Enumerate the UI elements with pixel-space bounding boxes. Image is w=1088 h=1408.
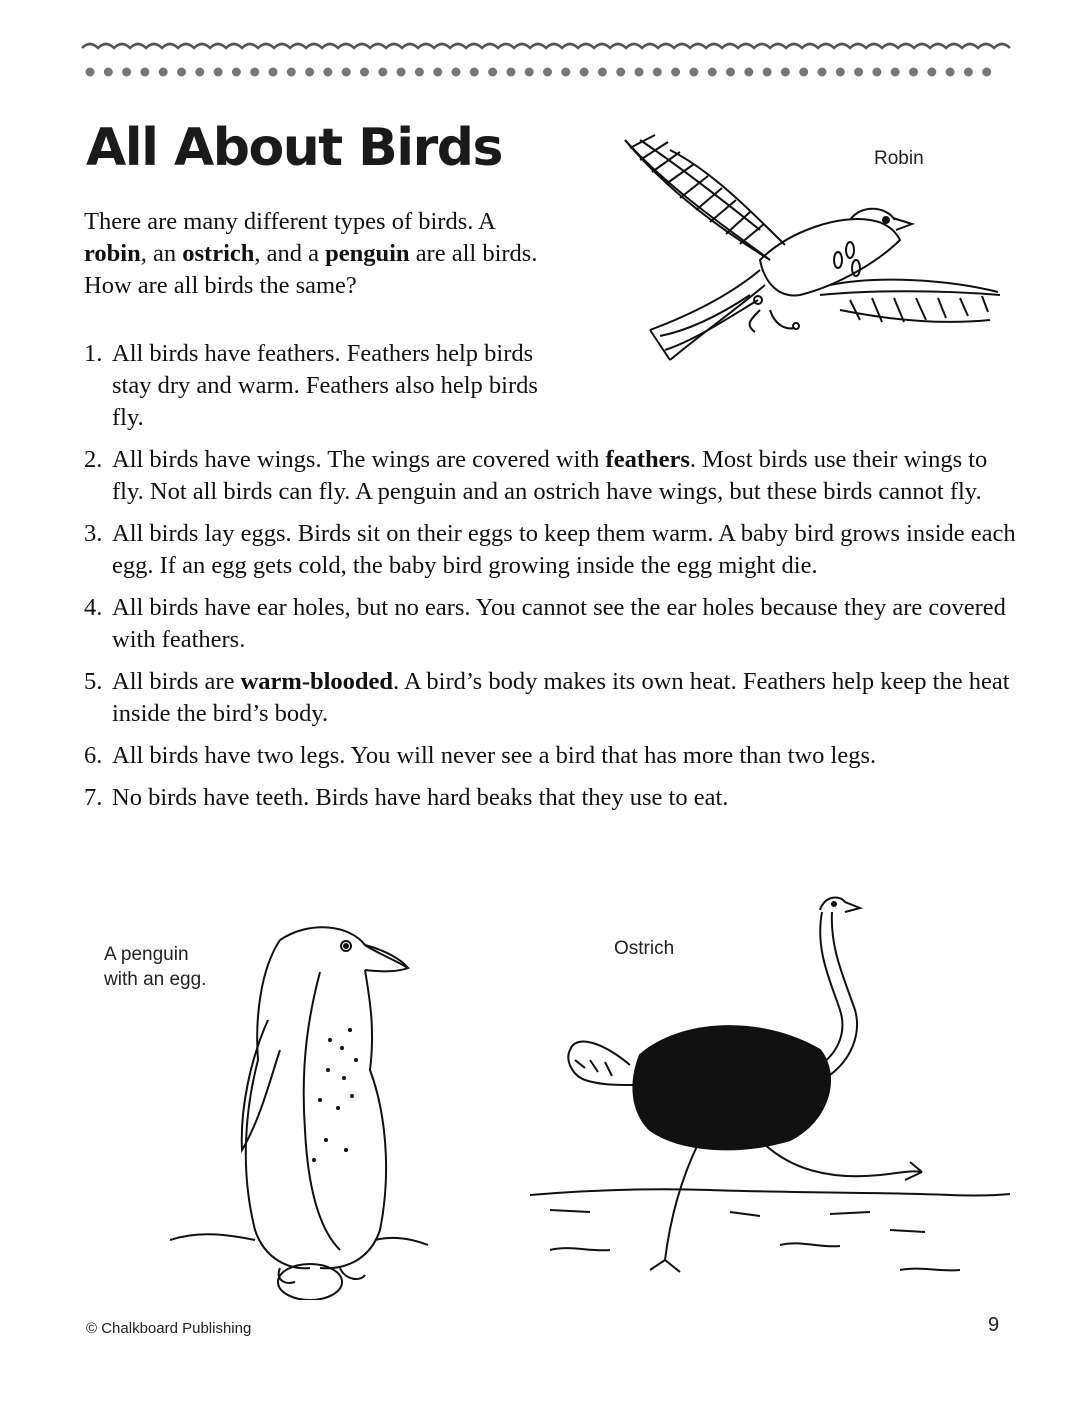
ostrich-illustration xyxy=(530,890,1010,1290)
intro-paragraph: There are many different types of birds. A robin, an ostrich, and a penguin are all birds. How are all birds the same? xyxy=(84,208,538,299)
fact-item: 2. All birds have wings. The wings are covered with feathers. Most birds use their wings to fly. Not all birds can fly. A penguin and an ostrich have wings, but these birds cannot fly. xyxy=(84,446,988,505)
facts-list xyxy=(84,338,1024,824)
term-warm-blooded: warm-blooded xyxy=(240,668,394,695)
decorative-border xyxy=(0,0,1088,100)
ostrich-caption: Ostrich xyxy=(614,938,675,959)
term-ostrich: ostrich xyxy=(182,240,255,267)
copyright-notice: © Chalkboard Publishing xyxy=(86,1320,252,1337)
fact-item: 7. No birds have teeth. Birds have hard beaks that they use to eat. xyxy=(84,784,729,811)
fact-item: 4. All birds have ear holes, but no ears. You cannot see the ear holes because they are covered with feathers. xyxy=(84,594,1006,653)
fact-item: 6. All birds have two legs. You will never see a bird that has more than two legs. xyxy=(84,742,877,769)
penguin-caption: A penguin with an egg. xyxy=(104,944,207,990)
fact-item: 3. All birds lay eggs. Birds sit on their eggs to keep them warm. A baby bird grows inside each egg. If an egg gets cold, the baby bird growing inside the egg might die. xyxy=(84,520,1016,579)
term-robin: robin xyxy=(84,240,141,267)
robin-illustration xyxy=(610,120,1010,390)
fact-item: 5. All birds are warm-blooded. A bird’s body makes its own heat. Feathers help keep the heat inside the bird’s body. xyxy=(84,668,1010,727)
fact-item: 1. All birds have feathers. Feathers help birds stay dry and warm. Feathers also help birds fly. xyxy=(84,340,538,431)
penguin-illustration xyxy=(170,910,430,1300)
page-number: 9 xyxy=(988,1314,1000,1336)
term-feathers: feathers xyxy=(605,446,690,473)
robin-caption: Robin xyxy=(874,148,924,169)
page-title: All About Birds xyxy=(86,118,502,178)
term-penguin: penguin xyxy=(325,240,410,267)
